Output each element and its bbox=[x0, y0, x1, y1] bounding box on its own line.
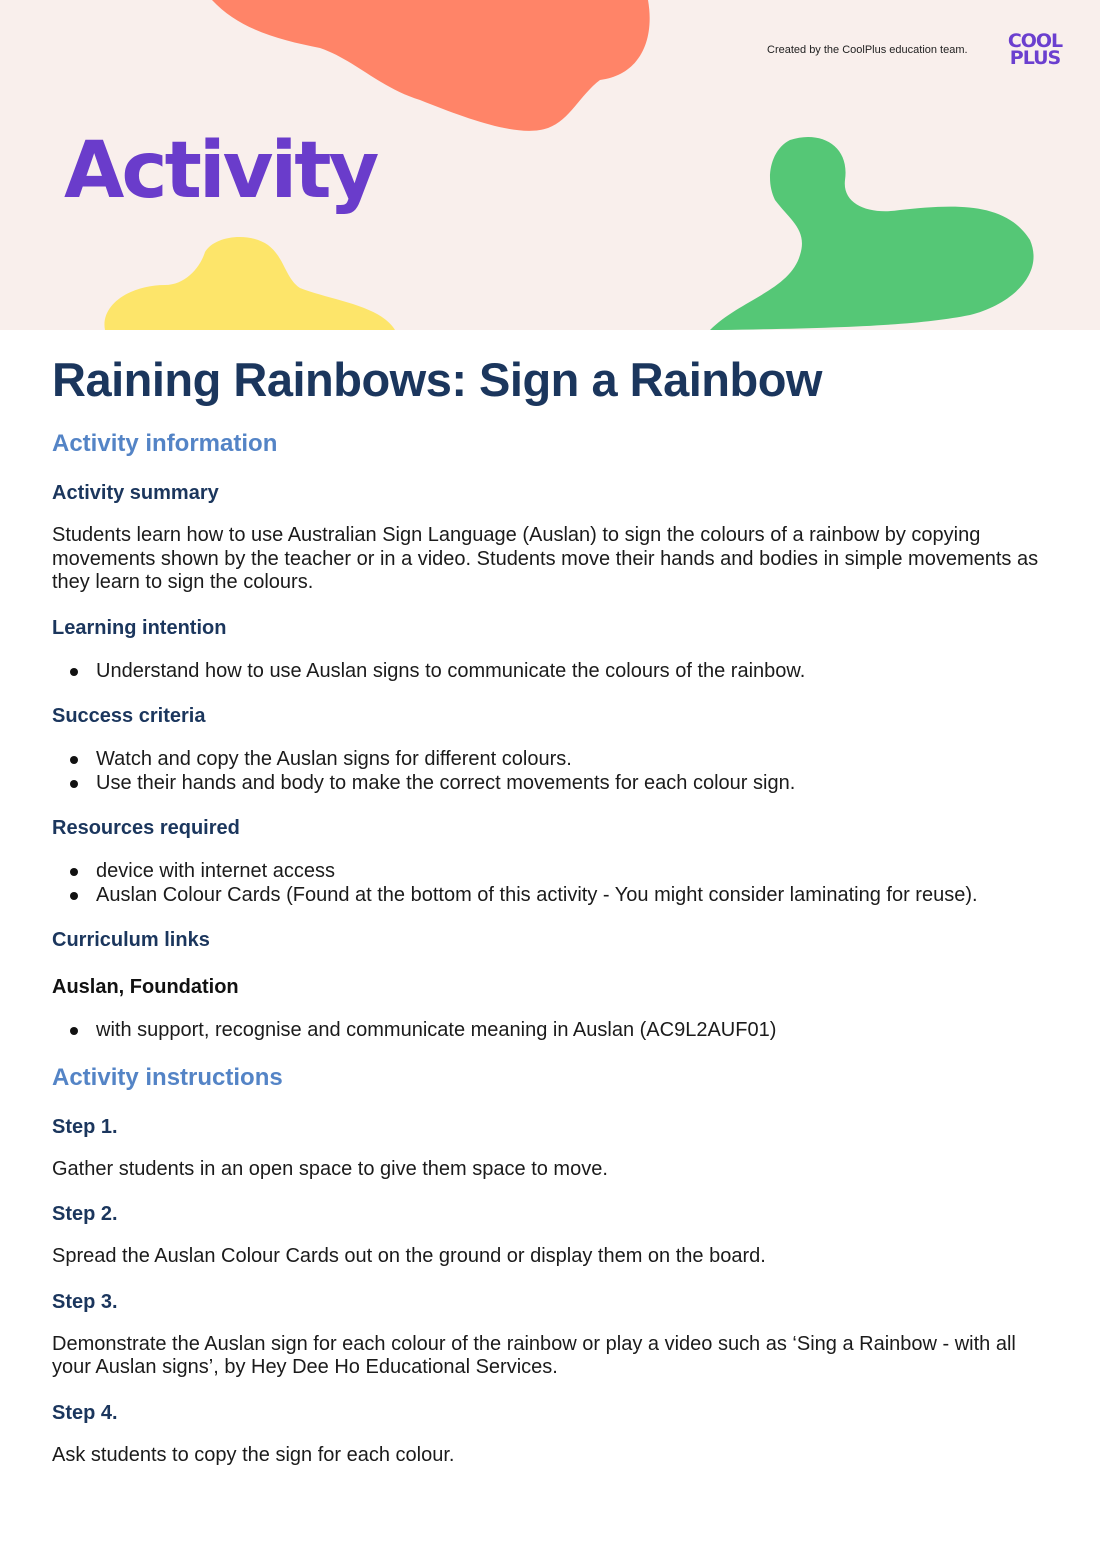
header-banner bbox=[0, 0, 1100, 330]
list-item bbox=[52, 883, 1052, 907]
bullet-icon bbox=[70, 780, 78, 788]
list-item bbox=[52, 1018, 1052, 1042]
step-1-heading: Step 1. bbox=[52, 1115, 118, 1138]
bullet-icon bbox=[70, 868, 78, 876]
success-criteria-heading: Success criteria bbox=[52, 704, 206, 727]
banner-title: Activity bbox=[64, 126, 377, 216]
list-item bbox=[52, 747, 1052, 771]
list-item-text: Use their hands and body to make the correct movements for each colour sign. bbox=[96, 771, 796, 794]
logo-line-2: PLUS bbox=[1009, 47, 1061, 69]
learning-intention-list bbox=[52, 659, 1052, 683]
curriculum-subheading: Auslan, Foundation bbox=[52, 975, 239, 998]
bullet-icon bbox=[70, 668, 78, 676]
activity-information-heading: Activity information bbox=[52, 430, 278, 457]
success-criteria-list bbox=[52, 747, 1052, 795]
bullet-icon bbox=[70, 892, 78, 900]
learning-intention-heading: Learning intention bbox=[52, 616, 227, 639]
step-2-heading: Step 2. bbox=[52, 1203, 118, 1225]
list-item-text: Watch and copy the Auslan signs for different colours. bbox=[96, 747, 572, 770]
document-body bbox=[52, 352, 1052, 1467]
coolplus-logo bbox=[1003, 30, 1067, 69]
step-4-heading: Step 4. bbox=[52, 1401, 118, 1424]
credit-text: Created by the CoolPlus education team. bbox=[767, 44, 968, 56]
logo-line-1: COOL bbox=[1007, 30, 1063, 52]
step-4-text: Ask students to copy the sign for each colour. bbox=[52, 1443, 455, 1466]
page-title: Raining Rainbows: Sign a Rainbow bbox=[52, 353, 822, 406]
yellow-blob bbox=[104, 237, 395, 330]
list-item bbox=[52, 859, 1052, 883]
activity-summary-text: Students learn how to use Australian Sign Language (Auslan) to sign the colours of a rainbow by copying movements shown by the teacher or in a video. Students move their hands and bodies in simple movements as they learn to sign the colours. bbox=[52, 524, 1039, 593]
list-item-text: Auslan Colour Cards (Found at the bottom of this activity - You might consider laminating for reuse). bbox=[96, 883, 978, 906]
list-item-text: Understand how to use Auslan signs to communicate the colours of the rainbow. bbox=[96, 659, 806, 682]
bullet-icon bbox=[70, 1027, 78, 1035]
curriculum-links-heading: Curriculum links bbox=[52, 928, 210, 951]
step-1-text: Gather students in an open space to give them space to move. bbox=[52, 1157, 608, 1180]
step-3-text: Demonstrate the Auslan sign for each colour of the rainbow or play a video such as ‘Sing a Rainbow - with all your Auslan signs’, by Hey Dee Ho Educational Services. bbox=[52, 1332, 1016, 1378]
coral-blob bbox=[212, 0, 650, 131]
list-item-text: with support, recognise and communicate meaning in Auslan (AC9L2AUF01) bbox=[96, 1018, 777, 1041]
list-item-text: device with internet access bbox=[96, 859, 336, 882]
activity-instructions-heading: Activity instructions bbox=[52, 1063, 283, 1091]
activity-summary-heading: Activity summary bbox=[52, 482, 219, 504]
resources-required-heading: Resources required bbox=[52, 816, 240, 839]
list-item bbox=[52, 771, 1052, 795]
step-3-heading: Step 3. bbox=[52, 1290, 118, 1313]
bullet-icon bbox=[70, 756, 78, 764]
step-2-text: Spread the Auslan Colour Cards out on the ground or display them on the board. bbox=[52, 1245, 766, 1267]
resources-list bbox=[52, 859, 1052, 907]
green-blob bbox=[710, 137, 1034, 330]
curriculum-list bbox=[52, 1018, 1052, 1042]
list-item bbox=[52, 659, 1052, 683]
